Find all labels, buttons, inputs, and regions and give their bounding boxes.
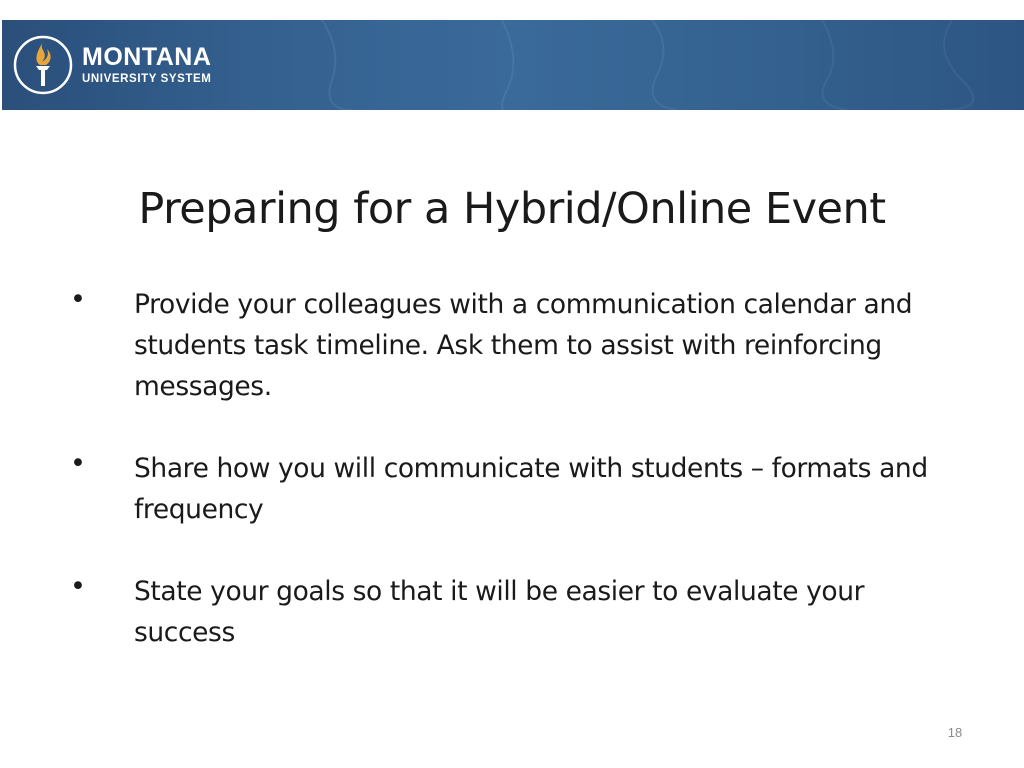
- bullet-text: Provide your colleagues with a communication calendar and students task timeline. Ask them to assist with reinforcing messages.: [134, 289, 913, 402]
- bullet-text: Share how you will communicate with students – formats and frequency: [134, 453, 928, 525]
- bullet-marker: •: [70, 571, 86, 602]
- page-number: 18: [947, 725, 963, 740]
- bullet-marker: •: [70, 448, 86, 479]
- logo-subtitle: UNIVERSITY SYSTEM: [82, 72, 212, 85]
- slide-title: Preparing for a Hybrid/Online Event: [138, 184, 886, 234]
- bullet-text: State your goals so that it will be easier to evaluate your success: [134, 576, 865, 648]
- bullet-marker: •: [70, 284, 86, 315]
- logo-name: MONTANA: [82, 42, 212, 71]
